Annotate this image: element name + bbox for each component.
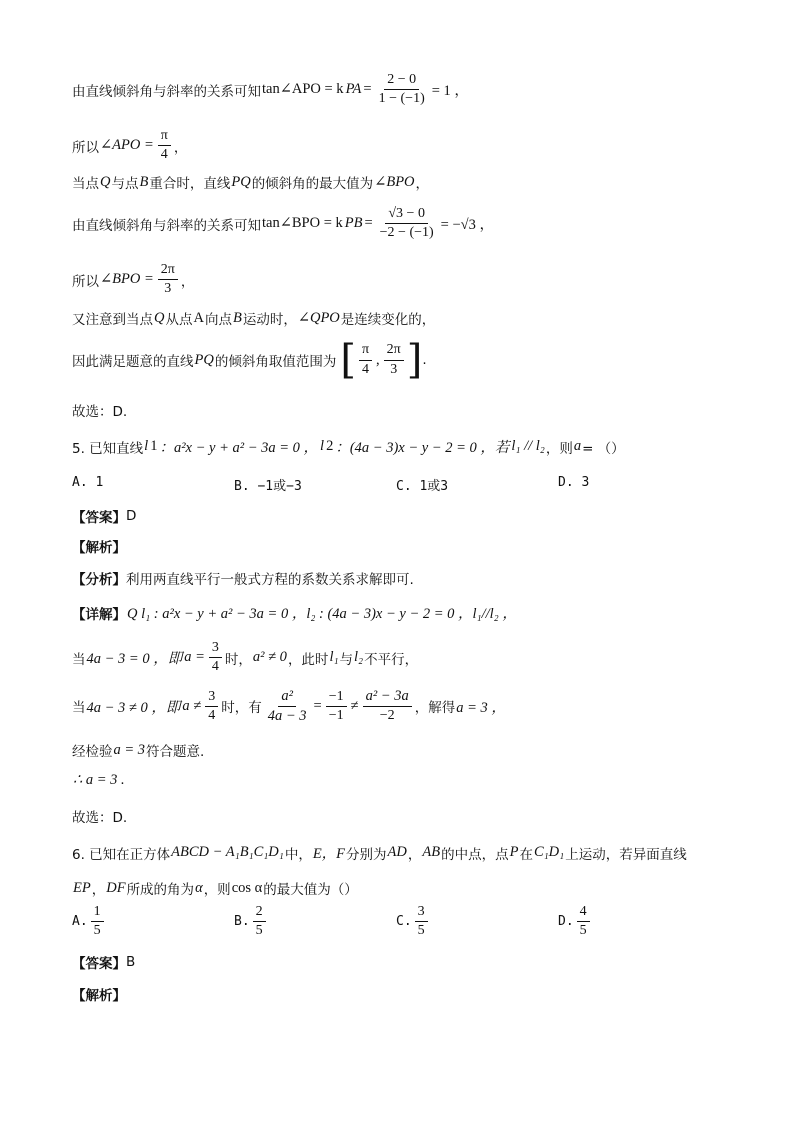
math: l₂	[354, 649, 364, 666]
detail-tag: 【详解】	[72, 606, 126, 623]
left-bracket: [	[340, 337, 356, 383]
denominator: 4	[211, 659, 219, 675]
text: 5. 已知直线	[72, 440, 144, 457]
analysis-tag: 【分析】	[72, 572, 126, 588]
text: 的中点，点	[441, 846, 509, 863]
text: 从点	[165, 312, 193, 328]
q5-option-c: C. 1或3	[396, 479, 449, 494]
q5-case-1	[72, 640, 418, 675]
text: 的倾斜角取值范围为	[214, 354, 337, 370]
denominator: 5	[93, 923, 101, 939]
denominator: 3	[390, 361, 398, 377]
question-6-line-1	[72, 842, 687, 863]
text: ，此时	[287, 651, 329, 668]
text: 与	[339, 651, 354, 668]
math: ：a²x − y + a² − 3a = 0 ，	[159, 440, 319, 456]
text: 经检验	[72, 744, 113, 760]
math: Q	[154, 309, 165, 326]
q5-option-a: A. 1	[72, 475, 104, 490]
q5-therefore: ∴ a = 3 .	[73, 772, 125, 788]
text: 因此满足题意的直线	[72, 354, 194, 370]
text: 所以	[72, 139, 99, 156]
text: 在	[519, 846, 533, 863]
fraction	[577, 904, 590, 939]
text: 当	[72, 700, 86, 717]
solution-line-5	[72, 262, 194, 297]
numerator: 3	[205, 689, 218, 707]
q6-analysis-tag: 【解析】	[72, 988, 126, 1004]
text: ，	[173, 139, 188, 156]
math: tan∠BPO = k	[262, 215, 343, 232]
denominator: −2	[379, 707, 395, 723]
numerator: 2	[253, 904, 266, 922]
math: ∠APO =	[100, 137, 154, 154]
q5-conclusion: 故选：D.	[72, 810, 128, 826]
solution-line-4	[72, 206, 495, 241]
math: 4a − 3 = 0 ，即	[86, 651, 183, 668]
numerator: 3	[415, 904, 428, 922]
q5-check	[72, 740, 204, 760]
text: 当	[72, 651, 86, 668]
q5-option-b: B. −1或−3	[234, 479, 302, 494]
q6-option-b	[234, 904, 269, 939]
text: 与点	[111, 176, 139, 192]
math: P	[509, 844, 519, 860]
q5-detail	[72, 602, 518, 623]
numerator: −1	[326, 689, 347, 707]
denominator: 5	[255, 923, 263, 939]
math: ABCD − A₁B₁C₁D₁	[171, 844, 284, 860]
solution-line-6	[72, 308, 435, 328]
comma: ,	[376, 351, 380, 368]
text: ，	[407, 846, 422, 863]
math: AB	[422, 844, 441, 860]
fraction	[415, 904, 428, 939]
q5-case-2	[72, 688, 507, 724]
text: ，则	[203, 882, 231, 898]
fraction	[376, 72, 428, 107]
numerator: a² − 3a	[363, 688, 412, 707]
numerator: a²	[278, 688, 296, 707]
denominator: 3	[164, 281, 172, 297]
q5-analysis	[72, 568, 414, 588]
solution-line-3	[72, 172, 429, 192]
numerator: π	[359, 342, 372, 360]
math: l₁	[329, 649, 339, 666]
option-label: C.	[396, 914, 412, 930]
numerator: 4	[577, 904, 590, 922]
fraction	[265, 688, 310, 724]
math: a = 3	[113, 741, 146, 758]
denominator: 5	[417, 923, 425, 939]
math: l₁ // l₂	[511, 438, 545, 454]
math: E，F	[312, 846, 346, 862]
text: 上运动，若异面直线	[565, 846, 687, 863]
fraction	[377, 206, 437, 241]
math: A	[193, 309, 204, 326]
text: 分别为	[346, 846, 387, 863]
math: =	[363, 81, 372, 98]
denominator: 4a − 3	[267, 707, 307, 724]
interval	[340, 337, 423, 383]
text: 中，	[284, 846, 312, 863]
denominator: 4	[208, 707, 216, 723]
text: 向点	[204, 312, 232, 328]
fraction	[253, 904, 266, 939]
fraction	[158, 262, 178, 297]
denominator: −2 − (−1)	[379, 225, 434, 241]
math: = −√3 ，	[440, 217, 494, 234]
text: 是连续变化的，	[340, 312, 436, 328]
fraction	[359, 342, 372, 377]
math: a = 3 ，	[456, 699, 506, 716]
question-5	[72, 436, 625, 457]
math: 4a − 3 ≠ 0 ，即	[86, 699, 181, 716]
text: ，解得	[414, 700, 456, 717]
denominator: 4	[361, 361, 369, 377]
option-label: B.	[234, 914, 250, 930]
math: ∠BPO =	[100, 271, 154, 288]
denominator: 1 − (−1)	[378, 91, 425, 107]
answer-tag: 【答案】	[72, 510, 126, 526]
math: a ≠	[182, 697, 202, 714]
text: 的最大值为（）	[263, 882, 358, 898]
solution-line-7	[72, 337, 427, 383]
math: a =	[184, 649, 205, 666]
fraction	[209, 640, 222, 675]
fraction	[158, 128, 171, 163]
text: 所成的角为	[126, 882, 195, 898]
math: PQ	[231, 173, 251, 190]
text: 6. 已知在正方体	[72, 846, 171, 863]
answer-value: D	[126, 508, 137, 524]
fraction	[363, 688, 412, 724]
math: tan∠APO = k	[262, 81, 344, 98]
right-bracket: ]	[406, 337, 423, 383]
q5-answer	[72, 506, 136, 526]
math: l	[144, 438, 149, 454]
text: 时，有	[221, 700, 262, 717]
fraction	[91, 904, 104, 939]
option-label: D.	[558, 914, 574, 930]
numerator: 2π	[384, 342, 404, 360]
numerator: 1	[91, 904, 104, 922]
fraction	[326, 689, 347, 724]
numerator: 3	[209, 640, 222, 658]
text: 时，	[224, 651, 252, 668]
math: =	[364, 215, 373, 232]
text: 不平行，	[364, 651, 419, 668]
text: 由直线倾斜角与斜率的关系可知	[72, 83, 261, 100]
answer-tag: 【答案】	[72, 956, 126, 972]
text: 符合题意.	[146, 744, 205, 760]
solution-line-1	[72, 72, 470, 107]
math: a² ≠ 0	[252, 649, 287, 666]
denominator: −1	[328, 707, 344, 723]
math: ≠	[350, 697, 359, 714]
fraction	[384, 342, 404, 377]
text: 利用两直线平行一般式方程的系数关系求解即可.	[126, 572, 414, 588]
text: .	[422, 352, 427, 368]
text: ，	[91, 882, 106, 898]
denominator: 4	[160, 147, 168, 163]
math: C₁D₁	[533, 844, 565, 860]
math: ∠QPO	[297, 309, 340, 326]
solution-line-2	[72, 128, 187, 163]
text: = （）	[582, 440, 625, 457]
math: Q l₁ : a²x − y + a² − 3a = 0 ，l₂ : (4a − 3)x − y − 2 = 0 ，l₁//l₂ ，	[127, 606, 517, 622]
text: ，	[415, 176, 430, 192]
subscript: PA	[345, 81, 362, 98]
numerator: 2 − 0	[384, 72, 419, 90]
math: Q	[100, 173, 111, 190]
text: 重合时，直线	[149, 176, 231, 192]
numerator: √3 − 0	[385, 206, 428, 224]
question-6-line-2	[72, 878, 358, 898]
math: ∠BPO	[374, 173, 415, 190]
answer-value: B	[126, 954, 136, 970]
text: 又注意到当点	[72, 312, 153, 328]
math: PQ	[194, 351, 214, 368]
text: ，则	[545, 440, 573, 457]
subscript: PB	[344, 215, 363, 232]
q6-option-a	[72, 904, 107, 939]
text: 的倾斜角的最大值为	[251, 176, 374, 192]
numerator: π	[158, 128, 171, 146]
text: ，	[180, 273, 195, 290]
math: DF	[106, 879, 126, 896]
math: B	[232, 309, 242, 326]
option-label: A.	[72, 914, 88, 930]
math: α	[195, 879, 203, 896]
q6-answer	[72, 952, 135, 972]
math: l	[320, 438, 325, 454]
numerator: 2π	[158, 262, 178, 280]
math: = 1 ，	[431, 83, 469, 100]
subscript: 1	[150, 438, 158, 454]
math: a	[573, 438, 582, 454]
q6-option-c	[396, 904, 431, 939]
q5-option-d: D. 3	[558, 475, 590, 490]
math: EP	[73, 879, 91, 896]
math: AD	[387, 844, 407, 860]
solution-conclusion: 故选：D.	[72, 404, 128, 420]
text: 所以	[72, 273, 99, 290]
text: 当点	[72, 176, 99, 192]
math: cos α	[231, 879, 263, 896]
math: =	[313, 697, 322, 714]
text: 运动时，	[242, 312, 297, 328]
q6-option-d	[558, 904, 593, 939]
math: B	[139, 173, 149, 190]
math: ：(4a − 3)x − y − 2 = 0 ，若	[335, 440, 510, 456]
q5-analysis-tag: 【解析】	[72, 540, 126, 556]
denominator: 5	[579, 923, 587, 939]
fraction	[205, 689, 218, 724]
subscript: 2	[326, 438, 334, 454]
text: 由直线倾斜角与斜率的关系可知	[72, 217, 261, 234]
